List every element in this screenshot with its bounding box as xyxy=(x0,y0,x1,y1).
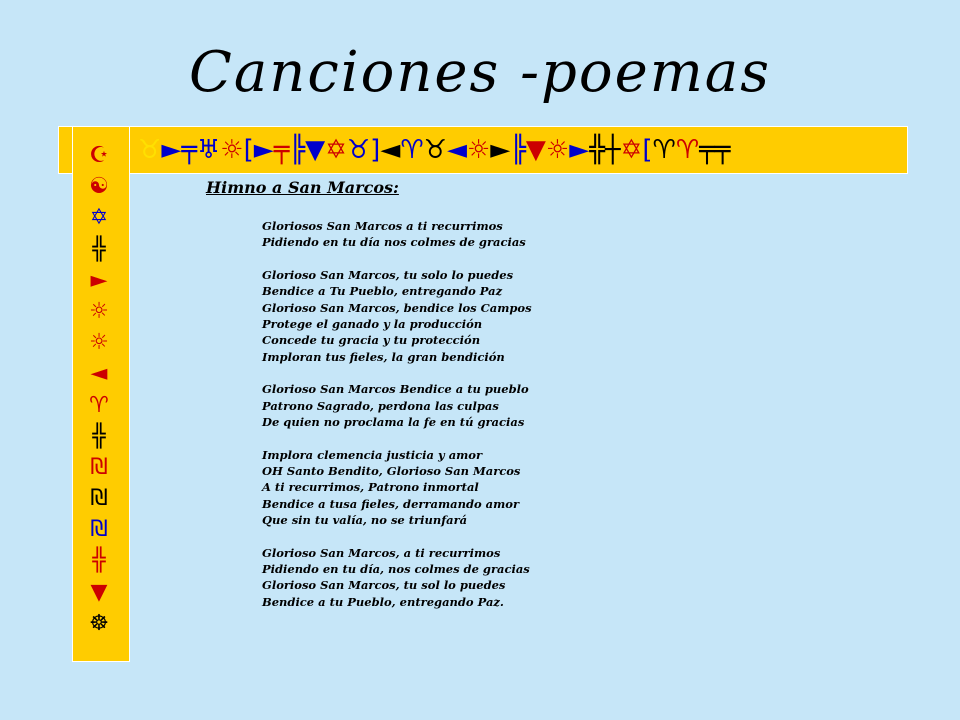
sidebar-symbol-icon: ☼ xyxy=(89,330,109,356)
hymn-title: Himno a San Marcos: xyxy=(206,178,399,197)
banner-symbol-icon: ╬ xyxy=(589,135,605,165)
banner-symbol-icon: ▼ xyxy=(305,135,326,165)
banner-symbol-icon: ◄ xyxy=(446,135,467,165)
banner-symbol-icon: ╤ xyxy=(714,135,731,165)
sidebar-symbol-icon: ₪ xyxy=(90,454,108,480)
sidebar-symbol-icon: ╬ xyxy=(92,548,106,574)
banner-symbol-icon: [ xyxy=(243,135,254,165)
hymn-line: De quien no proclama la fe en tú gracias xyxy=(262,414,525,429)
hymn-line: Bendice a Tu Pueblo, entregando Paz xyxy=(262,284,503,299)
hymn-line: Glorioso San Marcos, a ti recurrimos xyxy=(262,545,501,560)
banner-symbol-icon: ✡ xyxy=(620,135,643,165)
banner-symbol-icon: ╠ xyxy=(510,135,526,165)
banner-symbol-icon: ♈ xyxy=(400,135,424,165)
hymn-line: Pidiendo en tu día, nos colmes de gracias xyxy=(262,562,530,577)
hymn-line: A ti recurrimos, Patrono inmortal xyxy=(262,480,479,495)
hymn-line: Que sin tu valía, no se triunfará xyxy=(262,512,468,527)
sidebar-symbol-icon: ◄ xyxy=(90,361,108,387)
banner-symbol-icon: ╤ xyxy=(181,135,197,165)
hymn-stanza xyxy=(262,381,822,430)
banner-symbol-icon: ► xyxy=(569,135,590,165)
hymn-line: Bendice a tu Pueblo, entregando Paz. xyxy=(262,594,504,609)
hymn-line: Protege el ganado y la producción xyxy=(262,316,483,331)
hymn-stanza xyxy=(262,267,822,365)
banner-symbol-icon: ♈ xyxy=(652,135,676,165)
hymn-line: Imploran tus fieles, la gran bendición xyxy=(262,349,505,364)
banner-symbol-row xyxy=(138,130,730,170)
banner-symbol-icon: ◄ xyxy=(380,135,401,165)
banner-symbol-icon: ╤ xyxy=(273,135,290,165)
banner-symbol-icon: ┼ xyxy=(604,135,621,165)
sidebar-symbol-icon: ► xyxy=(90,267,108,293)
sidebar-symbol-icon: ₪ xyxy=(90,486,108,512)
page-title: Canciones -poemas xyxy=(189,40,771,105)
banner-symbol-icon: ♉ xyxy=(423,135,447,165)
hymn-stanza xyxy=(262,447,822,528)
hymn-line: OH Santo Bendito, Glorioso San Marcos xyxy=(262,464,521,479)
banner-symbol-icon: ☼ xyxy=(545,135,570,165)
banner-symbol-icon: ╠ xyxy=(289,135,306,165)
hymn-line: Pidiendo en tu día nos colmes de gracias xyxy=(262,235,526,250)
hymn-line: Glorioso San Marcos, bendice los Campos xyxy=(262,300,532,315)
banner-symbol-icon: ☼ xyxy=(466,135,491,165)
sidebar-symbol-icon: ▼ xyxy=(90,579,108,605)
hymn-line: Bendice a tusa fieles, derramando amor xyxy=(262,496,520,511)
hymn-line: Glorioso San Marcos Bendice a tu pueblo xyxy=(262,382,529,397)
sidebar-symbol-icon: ╬ xyxy=(92,423,106,449)
sidebar-symbol-icon: ₪ xyxy=(90,517,108,543)
banner-symbol-icon: ♉ xyxy=(346,135,371,165)
sidebar-symbol-column xyxy=(82,140,116,639)
hymn-line: Patrono Sagrado, perdona las culpas xyxy=(262,398,499,413)
hymn-line: Glorioso San Marcos, tu sol lo puedes xyxy=(262,578,506,593)
banner-symbol-icon: ╤ xyxy=(699,135,715,165)
banner-symbol-icon: ► xyxy=(253,135,274,165)
banner-symbol-icon: [ xyxy=(642,135,653,165)
sidebar-symbol-icon: ☼ xyxy=(89,298,109,324)
sidebar-symbol-icon: ╬ xyxy=(92,236,106,262)
banner-symbol-icon: ▼ xyxy=(525,135,546,165)
sidebar-symbol-icon: ✡ xyxy=(89,205,109,231)
hymn-line: Gloriosos San Marcos a ti recurrimos xyxy=(262,219,503,233)
hymn-line: Implora clemencia justicia y amor xyxy=(262,447,483,462)
banner-symbol-icon: ☼ xyxy=(220,135,244,165)
banner-symbol-icon: ► xyxy=(161,135,182,165)
hymn-line: Concede tu gracia y tu protección xyxy=(262,333,481,348)
banner-symbol-icon: ♈ xyxy=(675,135,700,165)
banner-symbol-icon: ♅ xyxy=(196,135,221,165)
sidebar-symbol-icon: ♈ xyxy=(89,392,109,418)
banner-symbol-icon: ] xyxy=(370,135,381,165)
hymn-stanza xyxy=(262,218,822,251)
hymn-line: Glorioso San Marcos, tu solo lo puedes xyxy=(262,268,514,283)
banner-symbol-icon: ♉ xyxy=(138,135,162,165)
hymn-lyrics xyxy=(262,218,822,626)
banner-symbol-icon: ► xyxy=(490,135,511,165)
hymn-stanza xyxy=(262,545,822,610)
sidebar-symbol-icon: ☸ xyxy=(89,610,109,636)
sidebar-symbol-icon: ☪ xyxy=(89,143,109,168)
sidebar-symbol-icon: ☯ xyxy=(89,174,109,200)
banner-symbol-icon: ✡ xyxy=(325,135,347,165)
